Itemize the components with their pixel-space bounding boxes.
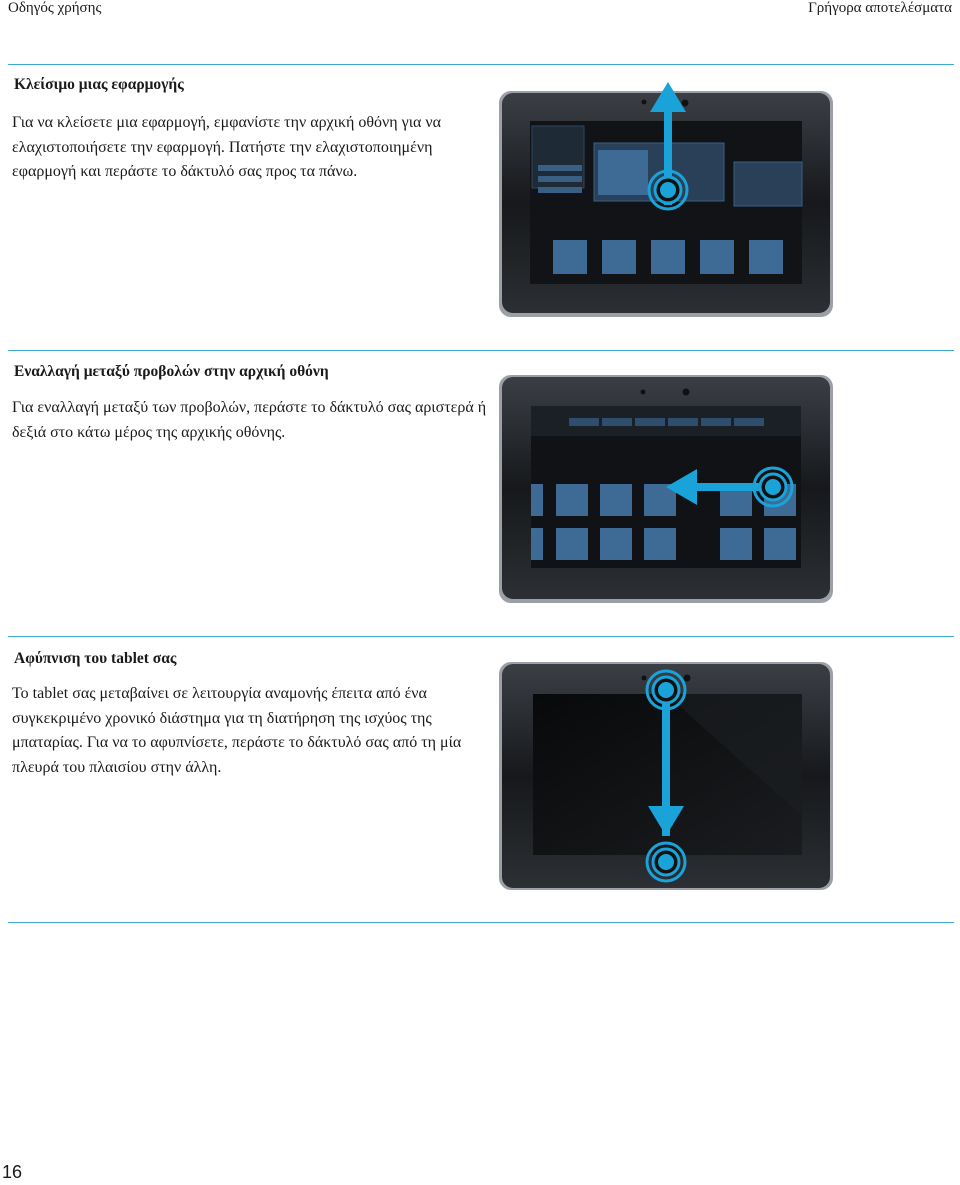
illustration-swipe-up [496, 80, 836, 320]
section-divider [8, 636, 954, 637]
section-title-wake-tablet: Αφύπνιση του tablet σας [14, 650, 177, 667]
section-body-wake-tablet: Το tablet σας μεταβαίνει σε λειτουργία αναμονής έπειτα από ένα συγκεκριμένο χρονικό διάστημα για τη διατήρηση της ισχύος της μπαταρίας. Για να το αφυπνίσετε, περάστε το δάκτυλό σας από τη μία πλευρά του πλαισίου στην άλλη. [12, 685, 462, 776]
section-body-switch-views: Για εναλλαγή μεταξύ των προβολών, περάστε το δάκτυλό σας αριστερά ή δεξιά στο κάτω μέρος της αρχικής οθόνης. [12, 399, 487, 441]
section-divider [8, 922, 954, 923]
header-section-title: Γρήγορα αποτελέσματα [808, 0, 952, 16]
section-divider [8, 64, 954, 65]
header-guide-title: Οδηγός χρήσης [8, 0, 102, 16]
section-title-switch-views: Εναλλαγή μεταξύ προβολών στην αρχική οθόνη [14, 363, 329, 380]
illustration-swipe-sideways [496, 370, 836, 606]
section-title-close-app: Κλείσιμο μιας εφαρμογής [14, 76, 184, 93]
page-number: 16 [2, 1162, 23, 1182]
section-divider [8, 350, 954, 351]
section-body-close-app: Για να κλείσετε μια εφαρμογή, εμφανίστε την αρχική οθόνη για να ελαχιστοποιήσετε την εφαρμογή. Πατήστε την ελαχιστοποιημένη εφαρμογή και περάστε το δάκτυλό σας προς τα πάνω. [12, 114, 442, 180]
illustration-swipe-down-wake [496, 656, 836, 896]
